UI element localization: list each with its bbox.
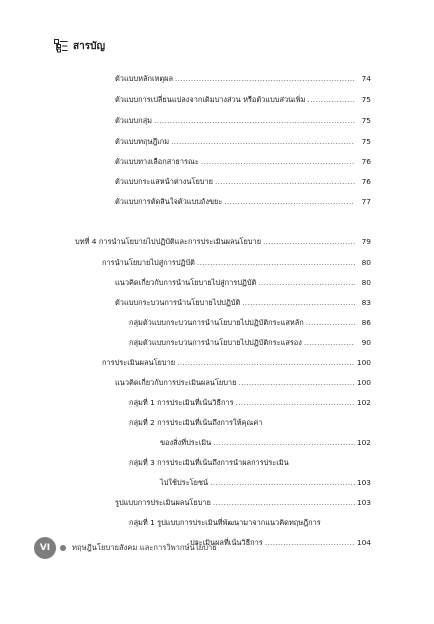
toc-entry[interactable]	[160, 437, 371, 448]
toc-entry-label: ตัวแบบหลักเหตุผล	[115, 74, 174, 83]
toc-entry-page: 90	[361, 338, 371, 347]
dot-leader	[210, 477, 355, 488]
page-footer	[34, 537, 217, 559]
toc-entry[interactable]	[115, 196, 371, 207]
page-header	[53, 38, 105, 54]
toc-entry[interactable]	[115, 73, 371, 84]
toc-entry-page: 103	[356, 478, 371, 487]
toc-chapter-entry[interactable]	[75, 236, 371, 247]
toc-entry[interactable]	[115, 497, 371, 508]
toc-entry-page: 103	[356, 498, 371, 507]
dot-leader	[265, 537, 355, 548]
toc-entry[interactable]	[129, 397, 371, 408]
toc-entry[interactable]	[115, 297, 371, 308]
dot-leader	[238, 377, 354, 388]
dot-leader	[263, 236, 355, 247]
toc-entry-page: 100	[356, 378, 371, 387]
toc-entry[interactable]	[115, 115, 371, 126]
toc-entry-label: แนวคิดเกี่ยวกับการประเมินผลนโยบาย	[115, 378, 237, 387]
toc-entry-page: 75	[361, 95, 371, 104]
toc-entry-page: 80	[361, 258, 371, 267]
toc-entry[interactable]	[115, 94, 371, 105]
toc-entry-label: บทที่ 4 การนำนโยบายไปปฏิบัติและการประเมินผลนโยบาย	[75, 237, 262, 246]
toc-entry-page: 76	[361, 157, 371, 166]
dot-leader	[213, 497, 355, 508]
toc-entry[interactable]	[129, 337, 371, 348]
toc-entry-page: 100	[356, 358, 371, 367]
toc-entry[interactable]	[115, 176, 371, 187]
dot-leader	[307, 94, 355, 105]
dot-leader	[213, 437, 355, 448]
toc-entry-label: กลุ่มที่ 3 การประเมินที่เน้นถึงการนำผลการประเมิน	[129, 458, 289, 467]
toc-entry-label: ประเมินผลที่เน้นวิธีการ	[190, 538, 263, 547]
dot-leader	[242, 297, 355, 308]
dot-leader	[304, 337, 355, 348]
toc-entry-page: 75	[361, 116, 371, 125]
toc-entry[interactable]	[115, 156, 371, 167]
page-title: สารบัญ	[73, 40, 105, 52]
toc-entry[interactable]	[190, 537, 371, 548]
toc-entry-label: ตัวแบบทางเลือกสาธารณะ	[115, 157, 199, 166]
toc-entry[interactable]	[115, 136, 371, 147]
toc-entry-page: 79	[361, 237, 371, 246]
dot-leader	[258, 277, 355, 288]
toc-entry[interactable]	[102, 357, 371, 368]
toc-entry[interactable]	[115, 377, 371, 388]
dot-leader	[224, 196, 355, 207]
toc-entry-label: การนำนโยบายไปสู่การปฏิบัติ	[102, 258, 195, 267]
toc-entry-label: ตัวแบบกลุ่ม	[115, 116, 152, 125]
dot-leader	[215, 176, 355, 187]
toc-entry-label: กลุ่มที่ 1 การประเมินที่เน้นวิธีการ	[129, 398, 234, 407]
page-number: VI	[34, 537, 56, 559]
toc-entry-label: ตัวแบบทฤษฎีเกม	[115, 137, 170, 146]
toc-entry[interactable]	[102, 257, 371, 268]
toc-entry-label: ไปใช้ประโยชน์	[160, 478, 209, 487]
toc-entry-label: ตัวแบบกระบวนการนำนโยบายไปปฏิบัติ	[115, 298, 241, 307]
dot-leader	[175, 73, 355, 84]
toc-entry-page: 76	[361, 177, 371, 186]
toc-entry-label: แนวคิดเกี่ยวกับการนำนโยบายไปสู่การปฏิบัติ	[115, 278, 257, 287]
toc-entry-label: การประเมินผลนโยบาย	[102, 358, 176, 367]
toc-entry[interactable]	[160, 477, 371, 488]
running-footer-title: ทฤษฎีนโยบายสังคม และการวิพากษ์นโยบาย	[72, 543, 217, 552]
dot-leader	[171, 136, 355, 147]
toc-entry-page: 77	[361, 197, 371, 206]
dot-leader	[306, 317, 355, 328]
toc-entry-label: รูปแบบการประเมินผลนโยบาย	[115, 498, 211, 507]
toc-entry-page: 102	[356, 438, 371, 447]
dot-leader	[154, 115, 355, 126]
toc-entry[interactable]	[129, 317, 371, 328]
toc-entry-label: ของสิ่งที่ประเมิน	[160, 438, 212, 447]
toc-entry-label: ตัวแบบกระแสหน้าต่างนโยบาย	[115, 177, 213, 186]
toc-entry-label: กลุ่มตัวแบบกระบวนการนำนโยบายไปปฏิบัติกระแสหลัก	[129, 318, 304, 327]
dot-leader	[201, 156, 355, 167]
toc-entry-page: 74	[361, 74, 371, 83]
dot-leader	[177, 357, 355, 368]
dot-leader	[197, 257, 355, 268]
dot-leader	[236, 397, 355, 408]
toc-entry-page: 75	[361, 137, 371, 146]
toc-entry-page: 80	[361, 278, 371, 287]
toc-entry-label: กลุ่มที่ 1 รูปแบบการประเมินที่พัฒนามาจากแนวคิดทฤษฎีการ	[129, 518, 321, 527]
toc-entry-page: 83	[361, 298, 371, 307]
toc-entry-label: ตัวแบบการเปลี่ยนแปลงจากเดิมบางส่วน หรือตัวแบบส่วนเพิ่ม	[115, 95, 306, 104]
toc-entry-label: กลุ่มที่ 2 การประเมินที่เน้นถึงการให้คุณค่า	[129, 418, 263, 427]
toc-entry-page: 86	[361, 318, 371, 327]
footer-bullet-icon	[60, 545, 66, 551]
toc-entry-page: 102	[356, 398, 371, 407]
toc-entry-label: ตัวแบบการตัดสินใจตัวแบบถังขยะ	[115, 197, 223, 206]
toc-entry-page: 104	[356, 538, 371, 547]
toc-entry[interactable]	[115, 277, 371, 288]
toc-outline-icon	[53, 38, 69, 54]
toc-entry-label: กลุ่มตัวแบบกระบวนการนำนโยบายไปปฏิบัติกระแสรอง	[129, 338, 302, 347]
